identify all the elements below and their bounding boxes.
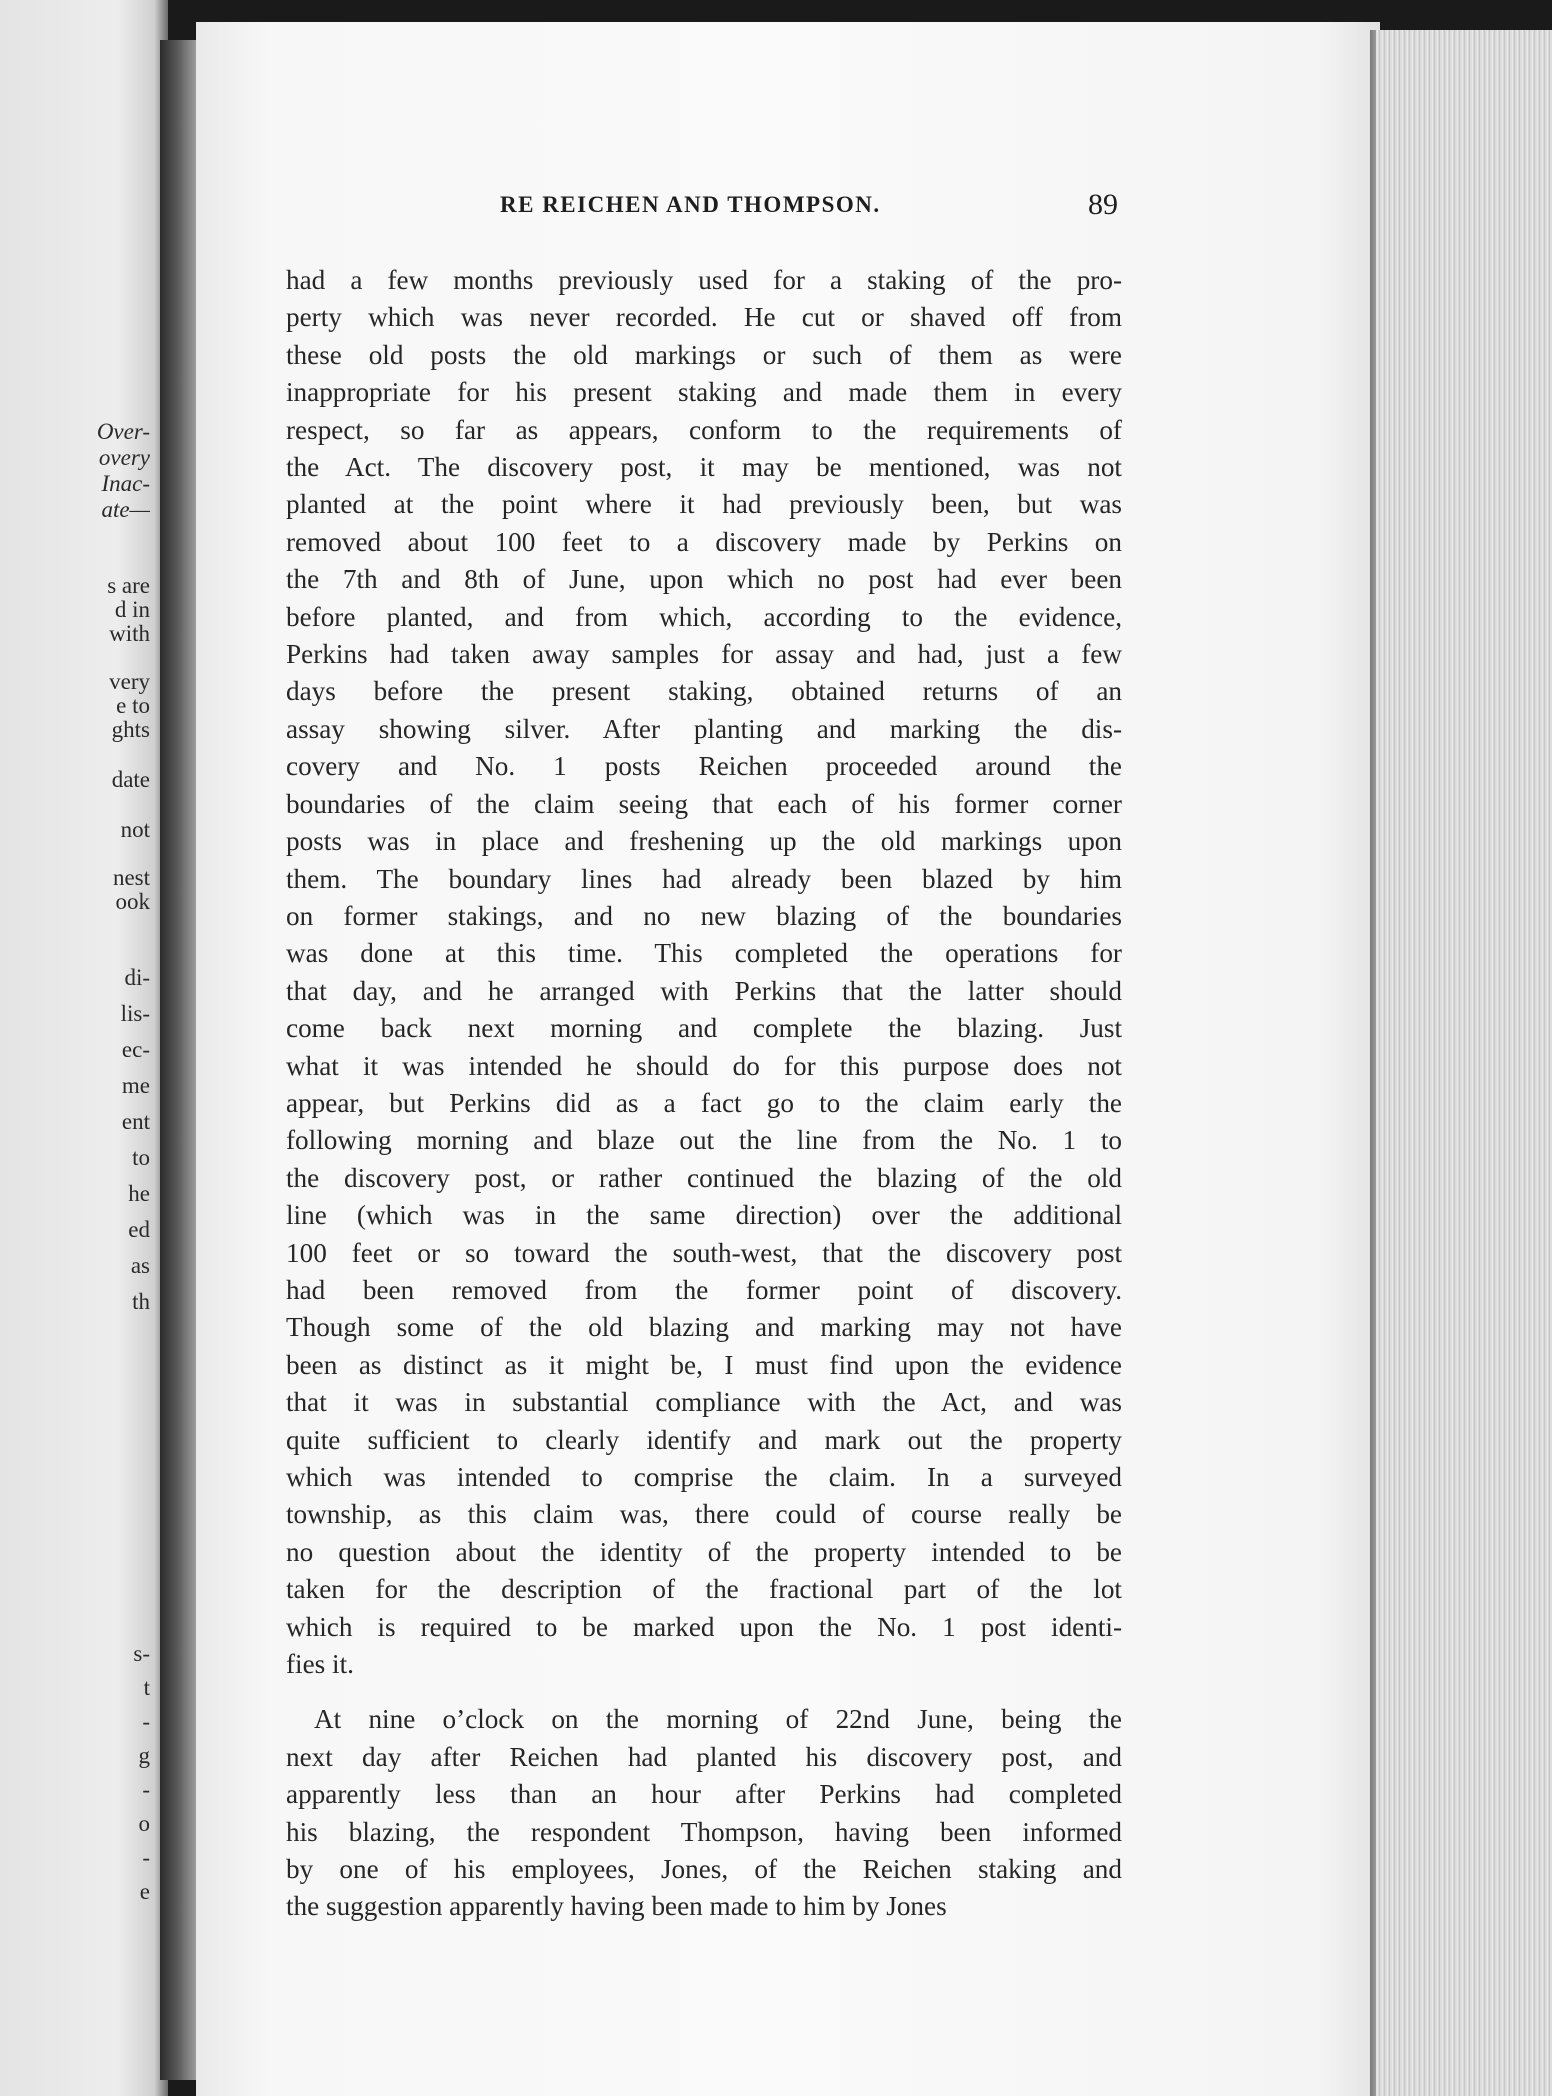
facing-page-fragment-text: overy [98,445,150,470]
text-line: his blazing, the respondent Thompson, having been informed [286,1816,1122,1847]
text-line: following morning and blaze out the line from the No. 1 to [286,1125,1122,1156]
facing-page-fragment-text: s- [133,1641,150,1666]
text-line: the 7th and 8th of June, upon which no post had ever been [286,564,1122,595]
body-text [286,262,1122,1926]
text-line: the Act. The discovery post, it may be mentioned, was not [286,452,1122,483]
text-line: days before the present staking, obtained returns of an [286,676,1122,707]
facing-page-fragment-text: - [142,1709,150,1734]
text-line: which is required to be marked upon the No. 1 post identi- [286,1611,1122,1642]
running-title: RE REICHEN AND THOMPSON. [500,192,881,217]
facing-page-fragment-text: not [120,817,150,842]
facing-page-fragment-text: di- [124,965,150,990]
page-number: 89 [1088,188,1118,221]
text-line: what it was intended he should do for this purpose does not [286,1050,1122,1081]
text-line: covery and No. 1 posts Reichen proceeded around the [286,751,1122,782]
text-line: quite sufficient to clearly identify and mark out the property [286,1424,1122,1455]
text-line: was done at this time. This completed the operations for [286,938,1122,969]
facing-page-fragment-text: nest [112,865,150,890]
text-line: before planted, and from which, according to the evidence, [286,601,1122,632]
text-line: boundaries of the claim seeing that each of his former corner [286,788,1122,819]
facing-page-fragment-text: ent [121,1109,150,1134]
text-line: that it was in substantial compliance with the Act, and was [286,1387,1122,1418]
paragraph [286,1701,1122,1925]
facing-page-fragment-text: - [142,1845,150,1870]
facing-page-fragment-text: th [132,1289,150,1314]
text-line: At nine o’clock on the morning of 22nd June, being the [314,1704,1122,1735]
text-line: these old posts the old markings or such of them as were [286,339,1122,370]
facing-page-fragment [0,0,168,2096]
facing-page-fragment-text: Over- [96,419,150,444]
facing-page-fragment-text: ed [128,1217,150,1242]
text-line: removed about 100 feet to a discovery made by Perkins on [286,526,1122,557]
text-line: on former stakings, and no new blazing of the boundaries [286,900,1122,931]
text-line: come back next morning and complete the blazing. Just [286,1013,1122,1044]
facing-page-fragment-text: with [109,621,150,646]
text-line: 100 feet or so toward the south-west, that the discovery post [286,1237,1122,1268]
text-line: that day, and he arranged with Perkins that the latter should [286,975,1122,1006]
facing-page-fragment-text: s are [107,573,150,598]
text-line: Perkins had taken away samples for assay and had, just a few [286,639,1122,670]
facing-page-fragment-text: as [130,1253,150,1278]
facing-page-fragment-text: d in [114,597,150,622]
text-line: by one of his employees, Jones, of the Reichen staking and [286,1854,1122,1885]
text-line: inappropriate for his present staking and made them in every [286,377,1122,408]
facing-page-fragment-text: e to [116,693,150,718]
text-line: them. The boundary lines had already been blazed by him [286,863,1122,894]
facing-page-fragment-text: t [143,1675,150,1700]
facing-page-fragment-text: he [128,1181,150,1206]
facing-page-fragment-text: Inac- [101,471,150,496]
facing-page-fragment-text: ook [115,889,150,914]
facing-page-fragment-text: me [121,1073,150,1098]
text-line: appear, but Perkins did as a fact go to the claim early the [286,1087,1122,1118]
text-line: apparently less than an hour after Perkins had completed [286,1779,1122,1810]
text-line: which was intended to comprise the claim. In a surveyed [286,1462,1122,1492]
text-line: township, as this claim was, there could of course really be [286,1499,1122,1530]
text-line: respect, so far as appears, conform to the requirements of [286,414,1122,445]
facing-page-fragment-text: lis- [120,1001,150,1026]
facing-page-fragment-text: - [142,1777,150,1802]
text-line: posts was in place and freshening up the old markings upon [286,826,1122,857]
text-line: been as distinct as it might be, I must find upon the evidence [286,1349,1122,1380]
text-line: line (which was in the same direction) over the additional [286,1200,1122,1231]
text-line: the suggestion apparently having been made to him by Jones [286,1891,947,1922]
facing-page-fragment-text: e [139,1879,150,1904]
text-line: planted at the point where it had previously been, but was [286,489,1122,520]
text-line: next day after Reichen had planted his discovery post, and [286,1741,1122,1772]
text-line: perty which was never recorded. He cut or shaved off from [286,302,1122,333]
text-line: taken for the description of the fractional part of the lot [286,1574,1122,1605]
text-line: the discovery post, or rather continued the blazing of the old [286,1162,1122,1193]
facing-page-fragment-text: ec- [121,1037,150,1062]
text-line: had been removed from the former point of discovery. [286,1274,1122,1305]
text-line: Though some of the old blazing and marking may not have [286,1312,1122,1343]
facing-page-fragment-text: ghts [111,717,150,742]
facing-page-fragment-text: ate— [101,497,150,522]
paragraph [286,262,1122,1683]
facing-page-fragment-text: o [138,1811,150,1836]
text-line: assay showing silver. After planting and marking the dis- [286,713,1122,744]
page-stack-edges [1376,30,1552,2096]
text-line: fies it. [286,1649,354,1680]
facing-page-fragment-text: date [111,767,150,792]
facing-page-fragment-text: very [109,669,150,694]
text-line: no question about the identity of the property intended to be [286,1536,1122,1567]
facing-page-fragment-text: g [138,1743,150,1768]
text-line: had a few months previously used for a staking of the pro- [286,265,1122,295]
facing-page-fragment-text: to [132,1145,150,1170]
